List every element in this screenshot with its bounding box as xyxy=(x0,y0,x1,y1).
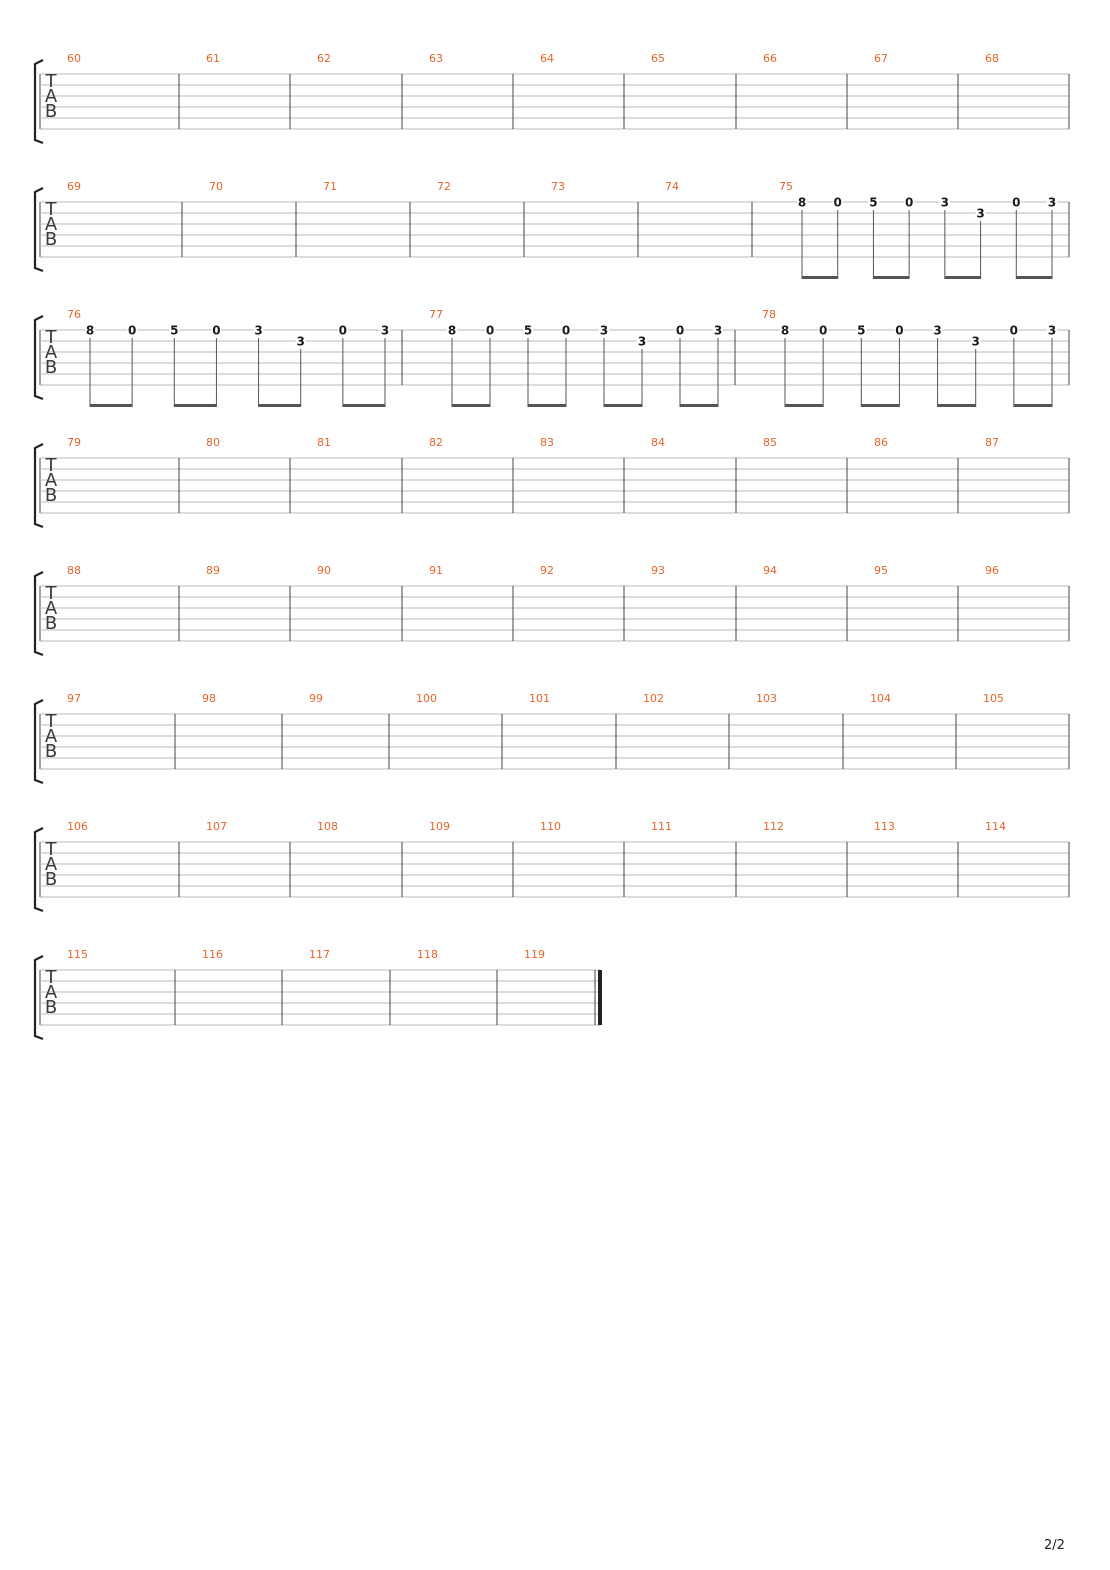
measure-number: 108 xyxy=(317,820,338,833)
fret-number: 0 xyxy=(675,323,685,338)
measure-number: 94 xyxy=(763,564,777,577)
measure-number: 71 xyxy=(323,180,337,193)
fret-number: 5 xyxy=(170,323,179,338)
system-bracket xyxy=(35,828,43,911)
fret-number: 0 xyxy=(818,323,828,338)
measure-number: 114 xyxy=(985,820,1006,833)
measure-number: 103 xyxy=(756,692,777,705)
measure-number: 70 xyxy=(209,180,223,193)
tab-clef-letter: B xyxy=(44,229,58,250)
fret-number: 3 xyxy=(637,334,647,349)
fret-number: 5 xyxy=(857,323,866,338)
fret-number: 8 xyxy=(780,323,790,338)
system-bracket xyxy=(35,188,43,271)
system-bracket xyxy=(35,956,43,1039)
fret-number: 0 xyxy=(561,323,571,338)
note-beam xyxy=(945,276,981,279)
measure-number: 80 xyxy=(206,436,220,449)
note-beam xyxy=(174,404,216,407)
measure-number: 83 xyxy=(540,436,554,449)
measure-number: 68 xyxy=(985,52,999,65)
tab-clef-letter: T xyxy=(45,711,57,732)
measure-number: 118 xyxy=(417,948,438,961)
measure-number: 88 xyxy=(67,564,81,577)
tab-clef-letter: T xyxy=(45,199,57,220)
measure-number: 102 xyxy=(643,692,664,705)
system-bracket xyxy=(35,316,43,399)
measure-number: 73 xyxy=(551,180,565,193)
measure-number: 77 xyxy=(429,308,443,321)
measure-number: 117 xyxy=(309,948,330,961)
measure-number: 85 xyxy=(763,436,777,449)
fret-number: 0 xyxy=(895,323,904,338)
tab-clef-letter: A xyxy=(44,214,58,235)
fret-number: 0 xyxy=(127,323,137,338)
measure-number: 93 xyxy=(651,564,665,577)
measure-number: 78 xyxy=(762,308,776,321)
fret-number: 8 xyxy=(85,323,95,338)
tab-clef-letter: T xyxy=(45,327,57,348)
measure-number: 75 xyxy=(779,180,793,193)
tab-clef-letter: B xyxy=(44,997,58,1018)
measure-number: 74 xyxy=(665,180,679,193)
fret-number: 0 xyxy=(1012,195,1021,210)
fret-number: 3 xyxy=(933,323,942,338)
fret-number: 0 xyxy=(904,195,914,210)
fret-number: 3 xyxy=(940,195,950,210)
system-bracket xyxy=(35,60,43,143)
note-beam xyxy=(259,404,301,407)
fret-number: 0 xyxy=(1009,323,1019,338)
measure-number: 72 xyxy=(437,180,451,193)
measure-number: 113 xyxy=(874,820,895,833)
fret-number: 3 xyxy=(713,323,723,338)
note-beam xyxy=(604,404,642,407)
fret-number: 0 xyxy=(338,323,348,338)
measure-number: 99 xyxy=(309,692,323,705)
fret-number: 3 xyxy=(1047,195,1057,210)
note-beam xyxy=(1014,404,1052,407)
measure-number: 115 xyxy=(67,948,88,961)
system-bracket xyxy=(35,700,43,783)
fret-number: 3 xyxy=(296,334,305,349)
fret-number: 0 xyxy=(212,323,221,338)
measure-number: 112 xyxy=(763,820,784,833)
fret-number: 5 xyxy=(869,195,878,210)
measure-number: 62 xyxy=(317,52,331,65)
measure-number: 86 xyxy=(874,436,888,449)
measure-number: 63 xyxy=(429,52,443,65)
measure-number: 111 xyxy=(651,820,672,833)
fret-number: 3 xyxy=(976,206,985,221)
note-beam xyxy=(785,404,823,407)
measure-number: 67 xyxy=(874,52,888,65)
fret-number: 0 xyxy=(833,195,842,210)
measure-number: 61 xyxy=(206,52,220,65)
tab-clef-letter: B xyxy=(44,485,58,506)
measure-number: 81 xyxy=(317,436,331,449)
measure-number: 82 xyxy=(429,436,443,449)
note-beam xyxy=(873,276,909,279)
tab-clef-letter: T xyxy=(45,583,57,604)
measure-number: 116 xyxy=(202,948,223,961)
measure-number: 106 xyxy=(67,820,88,833)
note-beam xyxy=(90,404,132,407)
note-beam xyxy=(528,404,566,407)
measure-number: 119 xyxy=(524,948,545,961)
tab-clef-letter: B xyxy=(44,741,58,762)
tab-clef-letter: B xyxy=(44,357,58,378)
note-beam xyxy=(1016,276,1052,279)
system-bracket xyxy=(35,572,43,655)
measure-number: 60 xyxy=(67,52,81,65)
measure-number: 97 xyxy=(67,692,81,705)
note-beam xyxy=(802,276,838,279)
tab-clef-letter: A xyxy=(44,598,58,619)
fret-number: 5 xyxy=(523,323,533,338)
measure-number: 95 xyxy=(874,564,888,577)
measure-number: 84 xyxy=(651,436,665,449)
measure-number: 104 xyxy=(870,692,891,705)
measure-number: 96 xyxy=(985,564,999,577)
note-beam xyxy=(680,404,718,407)
tab-clef-letter: B xyxy=(44,613,58,634)
tab-clef-letter: A xyxy=(44,726,58,747)
tab-clef-letter: A xyxy=(44,982,58,1003)
system-bracket xyxy=(35,444,43,527)
note-beam xyxy=(938,404,976,407)
fret-number: 3 xyxy=(971,334,980,349)
tab-clef-letter: A xyxy=(44,86,58,107)
tab-clef-letter: A xyxy=(44,342,58,363)
measure-number: 76 xyxy=(67,308,81,321)
fret-number: 3 xyxy=(380,323,390,338)
measure-number: 69 xyxy=(67,180,81,193)
note-beam xyxy=(861,404,899,407)
measure-number: 90 xyxy=(317,564,331,577)
measure-number: 87 xyxy=(985,436,999,449)
measure-number: 64 xyxy=(540,52,554,65)
note-beam xyxy=(343,404,385,407)
fret-number: 3 xyxy=(599,323,609,338)
fret-number: 8 xyxy=(797,195,807,210)
measure-number: 107 xyxy=(206,820,227,833)
measure-number: 92 xyxy=(540,564,554,577)
measure-number: 66 xyxy=(763,52,777,65)
tab-clef-letter: T xyxy=(45,967,57,988)
measure-number: 89 xyxy=(206,564,220,577)
tab-clef-letter: T xyxy=(45,455,57,476)
fret-number: 3 xyxy=(254,323,263,338)
fret-number: 3 xyxy=(1047,323,1057,338)
measure-number: 91 xyxy=(429,564,443,577)
fret-number: 8 xyxy=(447,323,457,338)
note-beam xyxy=(452,404,490,407)
measure-number: 110 xyxy=(540,820,561,833)
measure-number: 65 xyxy=(651,52,665,65)
tab-clef-letter: A xyxy=(44,470,58,491)
measure-number: 101 xyxy=(529,692,550,705)
measure-number: 109 xyxy=(429,820,450,833)
measure-number: 98 xyxy=(202,692,216,705)
tab-clef-letter: B xyxy=(44,101,58,122)
measure-number: 100 xyxy=(416,692,437,705)
tab-clef-letter: T xyxy=(45,839,57,860)
tab-clef-letter: T xyxy=(45,71,57,92)
tab-clef-letter: B xyxy=(44,869,58,890)
page-number: 2/2 xyxy=(1044,1538,1065,1553)
fret-number: 0 xyxy=(485,323,495,338)
measure-number: 79 xyxy=(67,436,81,449)
final-barline-thick xyxy=(598,970,602,1025)
measure-number: 105 xyxy=(983,692,1004,705)
tab-clef-letter: A xyxy=(44,854,58,875)
